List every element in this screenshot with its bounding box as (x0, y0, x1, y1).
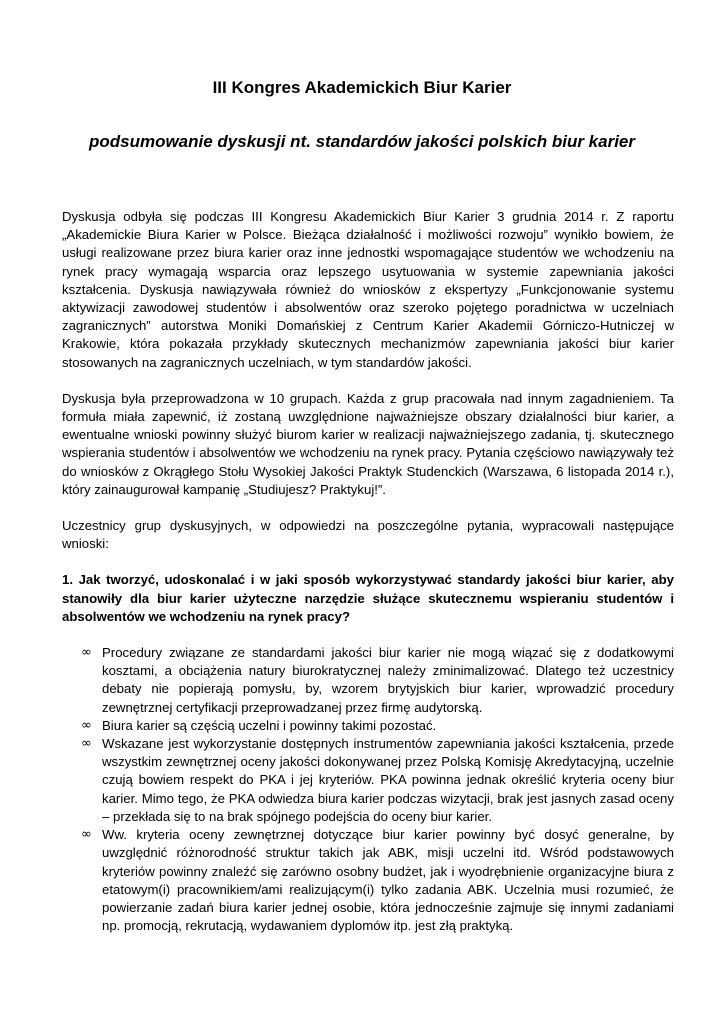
infinity-bullet-icon: ∞ (81, 827, 92, 843)
document-subtitle: podsumowanie dyskusji nt. standardów jakości polskich biur karier (88, 132, 636, 151)
paragraph-intro: Dyskusja odbyła się podczas III Kongresu Akademickich Biur Karier 3 grudnia 2014 r. Z raportu „Akademickie Biura Karier w Polsce. Bieżąca działalność i możliwości rozwoju” wynikło bowiem, że usługi realizowane przez biura karier oraz inne jednostki wspomagające studentów we wchodzeniu na rynek pracy wymagają wsparcia oraz lepszego usytuowania w systemie zapewniania jakości kształcenia. Dyskusja nawiązywała również do wniosków z ekspertyzy „Funkcjonowanie systemu aktywizacji zawodowej studentów i absolwentów oraz szeroko pojętego poradnictwa w uczelniach zagranicznych” autorstwa Moniki Domańskiej z Centrum Karier Akademii Górniczo-Hutniczej w Krakowie, która pokazała przykłady skutecznych mechanizmów zapewniania jakości biur karier stosowanych na zagranicznych uczelniach, w tym standardów jakości. (62, 209, 674, 370)
list-item-text: Ww. kryteria oceny zewnętrznej dotyczące biur karier powinny być dosyć generalne, by uwzględnić różnorodność struktur takich jak ABK, misji uczelni itd. Wśród podstawowych kryteriów powinny znaleźć się zarówno osobny budżet, jak i wyodrębnienie organizacyjne biura z etatowym(i) pracownikiem/ami realizującym(i) tylko zadania ABK. Uczelnia musi rozumieć, że powierzanie zadań biura karier jednej osobie, która jednocześnie zajmuje się innymi zadaniami np. promocją, rekrutacją, wydawaniem dyplomów itp. jest złą praktyką. (102, 827, 674, 934)
list-item-text: Wskazane jest wykorzystanie dostępnych instrumentów zapewniania jakości kształcenia, przede wszystkim zewnętrznej oceny jakości dokonywanej przez Polską Komisję Akredytacyjną, uczelnie czują bowiem respekt do PKA i jej kryteriów. PKA powinna jednak określić kryteria oceny biur karier. Mimo tego, że PKA odwiedza biura karier podczas wizytacji, brak jest jasnych zasad oceny – przekłada się to na brak spójnego podejścia do oceny biur karier. (102, 736, 674, 824)
list-item (62, 717, 674, 735)
infinity-bullet-icon: ∞ (81, 717, 92, 733)
paragraph-groups: Dyskusja była przeprowadzona w 10 grupach. Każda z grup pracowała nad innym zagadnieniem. Ta formuła miała zapewnić, iż zostaną uwzględnione najważniejsze obszary działalności biur karier, a ewentualne wnioski powinny służyć biurom karier w realizacji najważniejszego zadania, tj. skutecznego wspierania studentów i absolwentów we wchodzeniu na rynek pracy. Pytania częściowo nawiązywały też do wniosków z Okrągłego Stołu Wysokiej Jakości Praktyk Studenckich (Warszawa, 6 listopada 2014 r.), który zainaugurował kampanię „Studiujesz? Praktykuj!”. (62, 390, 674, 497)
infinity-bullet-icon: ∞ (81, 645, 92, 661)
document-title: III Kongres Akademickich Biur Karier (212, 78, 512, 97)
list-item (62, 826, 674, 935)
list-item-text: Procedury związane ze standardami jakości biur karier nie mogą wiązać się z dodatkowymi kosztami, a obciążenia natury biurokratycznej należy zminimalizować. Dlatego też uczestnicy debaty nie popierają pomysłu, by, wzorem brytyjskich biur karier, wprowadzić procedury zewnętrznej certyfikacji przeprowadzanej przez firmę audytorską. (102, 645, 674, 715)
bullet-list (62, 644, 674, 935)
paragraph-conclusions-intro: Uczestnicy grup dyskusyjnych, w odpowiedzi na poszczególne pytania, wypracowali następujące wnioski: (62, 518, 674, 552)
list-item-text: Biura karier są częścią uczelni i powinny takimi pozostać. (102, 717, 437, 733)
list-item (62, 644, 674, 717)
document-body (62, 208, 674, 935)
question-heading: 1. Jak tworzyć, udoskonalać i w jaki sposób wykorzystywać standardy jakości biur karier, aby stanowiły dla biur karier użyteczne narzędzie służące skutecznemu wspieraniu studentów i absolwentów we wchodzeniu na rynek pracy? (62, 572, 674, 624)
list-item (62, 735, 674, 826)
infinity-bullet-icon: ∞ (81, 736, 92, 752)
